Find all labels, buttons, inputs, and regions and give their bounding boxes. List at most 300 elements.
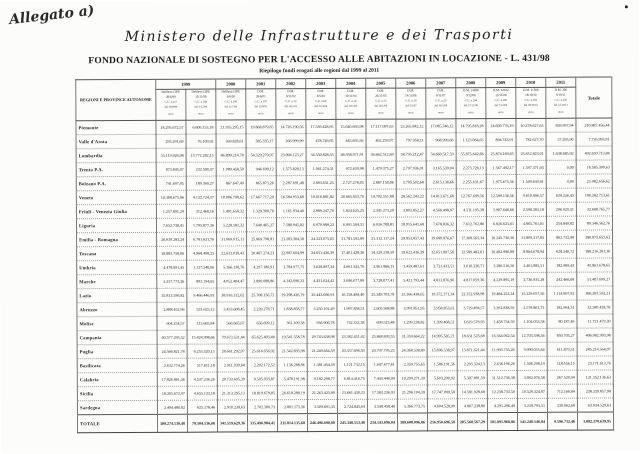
value-cell: 15.640.695,98: [336, 119, 366, 133]
unit-label: euro: [558, 109, 564, 114]
ref-line: 9/10/11: [555, 92, 566, 97]
ref-line: 13/11/09: [495, 92, 507, 97]
value-cell: 5.478.191,98: [277, 372, 307, 386]
value-cell: 3.907.646,66: [486, 202, 516, 216]
value-cell: 182.964,31: [547, 300, 577, 314]
value-cell: 2.888.452,96: [157, 302, 187, 316]
value-cell: 936.906,78: [307, 315, 337, 329]
value-cell: 2.494.486,82: [157, 400, 187, 414]
value-cell: 2.801.175,56: [277, 400, 307, 414]
value-cell: 2.239.278,71: [247, 302, 277, 316]
value-cell: 306.281.592,21: [577, 286, 613, 300]
value-cell: 2.578.861,73: [517, 300, 547, 314]
ref-line: 6/11/07: [435, 93, 446, 98]
value-cell: 10.299.271,39: [397, 371, 427, 385]
value-cell: 3.628.897,34: [307, 259, 337, 273]
value-cell: 12.589.482,61: [457, 245, 487, 259]
value-cell: 22.987.604,99: [277, 246, 307, 260]
value-cell: 2.615.136,66: [426, 175, 456, 189]
page-subtitle: Riepilogo fondi erogati alle regioni dal 1999 al 2011: [259, 67, 380, 75]
value-cell: 1.104.053,58: [517, 314, 547, 328]
table-head: [76, 77, 612, 121]
value-cell: 245.348.553,48: [337, 413, 367, 431]
value-cell: 968.999,66: [426, 133, 456, 147]
value-cell: 55.119.926,98: [156, 148, 186, 162]
value-cell: 2.911.939,68: [217, 358, 247, 372]
value-cell: 335.496.984,41: [247, 414, 277, 432]
value-cell: 4.807.238,80: [457, 399, 487, 413]
value-cell: 1.136.288,96: [277, 358, 307, 372]
value-cell: 15.696.538,97: [427, 343, 457, 357]
value-cell: 9.596.732,46: [547, 412, 577, 430]
region-cell: Lombardia: [76, 148, 156, 162]
value-cell: 3.893.852,27: [396, 203, 426, 217]
value-cell: 4.431.624,42: [307, 273, 337, 287]
year-header: 2000: [216, 79, 246, 89]
ref-line: D.M.: [377, 88, 385, 93]
value-cell: 13.772.282,15: [186, 148, 216, 162]
value-cell: 7.612.762,86: [456, 217, 486, 231]
year-header: 2001: [246, 79, 276, 89]
value-cell: 210.887.456,44: [576, 118, 612, 132]
ref-line: G.U. n.284: [194, 100, 208, 104]
value-cell: 246.496.690,08: [307, 413, 337, 431]
value-cell: 3.721.433,51: [427, 259, 457, 273]
ref-line: G.U. n.285: [494, 98, 508, 102]
value-cell: 3.728.077,41: [367, 273, 397, 287]
value-cell: 1.399.468,51: [427, 315, 457, 329]
value-cell: 28.562.343,22: [396, 189, 426, 203]
value-cell: 0,00: [546, 174, 576, 188]
column-ref-header: [336, 88, 366, 119]
value-cell: 216.950.696,58: [427, 413, 457, 431]
value-cell: 312.460,16: [186, 204, 216, 218]
value-cell: 6.826.625,61: [486, 216, 516, 230]
ref-line: D.M.: [257, 89, 265, 94]
value-cell: 369.828,61: [216, 134, 246, 148]
value-cell: 517.611,18: [187, 358, 217, 372]
value-cell: 1.586.191,56: [427, 357, 457, 371]
value-cell: 972.639,98: [336, 161, 366, 175]
value-cell: 14.813.671,68: [426, 189, 456, 203]
value-cell: 6.970.989,23: [306, 217, 336, 231]
value-cell: 4.968.498,25: [187, 246, 217, 260]
value-cell: 17.667.717,29: [246, 190, 276, 204]
value-cell: 4.566.498,97: [426, 203, 456, 217]
value-cell: 38.916.312,62: [217, 288, 247, 302]
value-cell: 25.708.156,72: [247, 288, 277, 302]
header-row-refs: [76, 87, 612, 121]
ref-line: 18/10/10: [525, 92, 537, 97]
value-cell: 26.618.280,19: [277, 386, 307, 400]
value-cell: 14.702.551,88: [366, 189, 396, 203]
value-cell: 19.689.876,67: [427, 231, 457, 245]
value-cell: 3.892.076,58: [517, 370, 547, 384]
value-cell: 656.699,12: [247, 316, 277, 330]
value-cell: 23.661.430,23: [337, 385, 367, 399]
ref-line: 10/11/04: [345, 93, 357, 98]
value-cell: 189.360,27: [186, 176, 216, 190]
value-cell: 797.958,11: [396, 133, 426, 147]
value-cell: 17.747.099,58: [427, 385, 457, 399]
column-ref-header: [246, 89, 276, 120]
value-cell: 234.143.696,04: [367, 413, 397, 431]
value-cell: 1.838.858,77: [277, 302, 307, 316]
unit-label: euro: [528, 109, 534, 114]
value-cell: 24.651.436,39: [307, 245, 337, 259]
value-cell: 6.606.153,18: [186, 120, 216, 134]
value-cell: 35.813.596,82: [157, 288, 187, 302]
ref-line: D.M.: [317, 88, 325, 94]
ministry-title: Ministero delle Infrastrutture e dei Trasporti: [124, 26, 514, 46]
value-cell: 293.291,69: [156, 134, 186, 148]
region-cell: Friuli - Venezia Giulia: [76, 204, 156, 218]
column-ref-header: [396, 88, 426, 119]
value-cell: 25.614.656,92: [247, 344, 277, 358]
value-cell: 211.814.135,68: [277, 414, 307, 432]
value-cell: 3.433.608,45: [217, 302, 247, 316]
year-header: 1999: [156, 79, 216, 89]
page-title: FONDO NAZIONALE DI SOSTEGNO PER L'ACCESSO ALLE ABITAZIONI IN LOCAZIONE - L. 431/98: [88, 53, 550, 67]
value-cell: 462.259,97: [366, 133, 396, 147]
value-cell: 1.975.675,36: [486, 174, 516, 188]
value-cell: 7.580.945,82: [276, 218, 306, 232]
value-cell: 341.519.629,36: [217, 414, 247, 432]
value-cell: 141.248.546,84: [517, 412, 547, 430]
value-cell: 280.873.657,62: [577, 230, 613, 244]
value-cell: 12.703.598,56: [517, 328, 547, 342]
value-cell: 867.647,49: [216, 176, 246, 190]
value-cell: 242.466,68: [547, 272, 577, 286]
value-cell: 2.887.150,06: [366, 175, 396, 189]
value-cell: 4.132.724,37: [186, 190, 216, 204]
year-header: 2011: [546, 77, 576, 87]
value-cell: 19.622.416,39: [397, 245, 427, 259]
value-cell: 2.293.324,13: [457, 357, 487, 371]
value-cell: 29.853.857,43: [397, 231, 427, 245]
value-cell: 478.749,95: [306, 133, 336, 147]
value-cell: 55.875.642,66: [456, 147, 486, 161]
region-cell: Lazio: [77, 288, 157, 302]
value-cell: 21.283.304,50: [277, 232, 307, 246]
value-cell: 23.382.451,42: [337, 329, 367, 343]
value-cell: 732.332,38: [337, 315, 367, 329]
ref-line: D.M.: [347, 88, 355, 93]
value-cell: 196.282.713,61: [576, 188, 612, 202]
ref-line: Delibera CIPE: [191, 89, 211, 94]
value-cell: 8.864.678,94: [517, 244, 547, 258]
ref-line: del 28/1/06: [374, 104, 388, 108]
value-cell: 3.391.838,59: [487, 300, 517, 314]
ref-line: D.M. 306: [554, 87, 567, 92]
value-cell: 4.655.133,18: [187, 386, 217, 400]
region-cell: Valle d'Aosta: [76, 134, 156, 148]
unit-label: euro: [378, 110, 384, 115]
value-cell: 16.245.736,36: [487, 230, 517, 244]
value-cell: 21.263.423,99: [307, 385, 337, 399]
ref-line: G.U. n.247: [554, 98, 568, 102]
column-ref-header: [306, 88, 336, 119]
column-ref-header: [156, 89, 186, 120]
value-cell: 4.604.528,99: [427, 399, 457, 413]
value-cell: 31.781.592,89: [337, 231, 367, 245]
value-cell: 3.729.494,57: [457, 301, 487, 315]
ref-line: Delibera CIPE: [221, 89, 241, 94]
value-cell: 1.121.732,15: [337, 357, 367, 371]
region-cell: Sicilia: [77, 386, 157, 400]
value-cell: 3.082.378.639,95: [577, 412, 613, 430]
ref-line: 8/5/03: [316, 93, 325, 98]
ref-line: D.M. 14588: [463, 88, 479, 93]
value-cell: 245.214.564,07: [577, 342, 613, 356]
unit-label: euro: [288, 111, 294, 116]
total-row: [77, 412, 613, 433]
value-cell: 254.849,82: [546, 216, 576, 230]
column-ref-header: [186, 89, 216, 120]
handwritten-annotation: Allegato a): [8, 2, 96, 29]
unit-label: euro: [468, 110, 474, 115]
ref-line: D.M. 11508: [523, 87, 539, 92]
ref-line: G.U. n.29: [405, 99, 417, 103]
value-cell: 2.255.631,67: [456, 175, 486, 189]
value-cell: 9.466.446,93: [187, 288, 217, 302]
value-cell: 9.505.933,87: [247, 372, 277, 386]
value-cell: 19.541.558,78: [277, 330, 307, 344]
value-cell: 12.238.733,50: [487, 384, 517, 398]
value-cell: 15.424.998,66: [187, 330, 217, 344]
ref-line: 15/11/99: [195, 94, 207, 99]
value-cell: 604.254,57: [157, 316, 187, 330]
value-cell: 5.603.290,92: [427, 371, 457, 385]
value-cell: 5.228.181,32: [216, 218, 246, 232]
value-cell: 3.548.458,40: [367, 399, 397, 413]
region-cell: Umbria: [77, 260, 157, 274]
value-cell: 741.697,95: [156, 176, 186, 190]
region-cell: Emilia - Romagna: [77, 232, 157, 246]
value-cell: 3.459.487,61: [397, 259, 427, 273]
value-cell: 1.089.458,50: [216, 162, 246, 176]
value-cell: 31.366.438,65: [397, 287, 427, 301]
value-cell: 4.813.876,96: [427, 273, 457, 287]
value-cell: 21.312.117,24: [367, 231, 397, 245]
value-cell: 1.329.300,76: [246, 204, 276, 218]
value-cell: 14.995.585,71: [427, 329, 457, 343]
ref-line: D.M.: [437, 88, 445, 93]
unit-label: euro: [318, 110, 324, 115]
value-cell: 70.673.531,44: [217, 330, 247, 344]
region-cell: Marche: [77, 274, 157, 288]
ref-line: 9/6/00: [226, 94, 235, 99]
value-cell: 11.809.317,83: [517, 230, 547, 244]
value-cell: 76.109,92: [186, 134, 216, 148]
value-cell: 19.298.426,79: [277, 288, 307, 302]
value-cell: 32.580.428,78: [577, 300, 613, 314]
value-cell: 1.597.371,03: [516, 160, 546, 174]
value-cell: 31.069.015,11: [217, 232, 247, 246]
value-cell: 389.608.096,86: [397, 413, 427, 431]
value-cell: 16.158.484,40: [337, 287, 367, 301]
value-cell: 2.727.278,05: [336, 175, 366, 189]
value-cell: 18.883.758,06: [157, 246, 187, 260]
value-cell: 80.187,46: [547, 314, 577, 328]
value-cell: 5.366.773,75: [397, 399, 427, 413]
value-cell: 14.329.238,59: [367, 245, 397, 259]
value-cell: 1.381.454,59: [307, 357, 337, 371]
value-cell: 54.660.517,59: [426, 147, 456, 161]
value-cell: 10.308.675,96: [156, 190, 186, 204]
value-cell: 18.295.672,57: [156, 120, 186, 134]
value-cell: 18.819.679,05: [247, 386, 277, 400]
value-cell: 20.665.853,70: [336, 189, 366, 203]
region-cell: Calabria: [77, 372, 157, 386]
column-ref-header: [216, 89, 246, 120]
value-cell: 3.286.516,56: [487, 258, 517, 272]
unit-label: euro: [198, 111, 204, 116]
value-cell: 296.929,31: [546, 202, 576, 216]
value-cell: 566.665,67: [217, 316, 247, 330]
ref-line: 28/6/01: [255, 94, 266, 99]
value-cell: 628.240,72: [547, 244, 577, 258]
value-cell: 21.542.695,98: [277, 344, 307, 358]
value-cell: 51.407.699,27: [577, 272, 613, 286]
value-cell: 0,00: [546, 160, 576, 174]
value-cell: 21.249.664,59: [307, 343, 337, 357]
value-cell: 18.585.300,63: [576, 160, 612, 174]
value-cell: 894.743,91: [486, 132, 516, 146]
value-cell: 25.349.703,78: [367, 287, 397, 301]
value-cell: 7.678.836,32: [426, 217, 456, 231]
value-cell: 57.295,90: [546, 132, 576, 146]
value-cell: 23.265.842,12: [396, 119, 426, 133]
value-cell: 230.962,68: [547, 398, 577, 412]
funds-table: [75, 76, 614, 433]
value-cell: 7.640.465,37: [246, 218, 276, 232]
ref-line: G.U. n.23: [375, 99, 387, 103]
value-cell: 34.550.828,35: [306, 147, 336, 161]
region-cell: Puglia: [77, 344, 157, 358]
value-cell: 23.004.123,27: [276, 148, 306, 162]
value-cell: 4.229.895,19: [487, 272, 517, 286]
value-cell: 4.817.059,36: [457, 273, 487, 287]
value-cell: 6.781.621,76: [187, 232, 217, 246]
ref-line: 26/11/05: [375, 93, 387, 98]
value-cell: 4.865.761,61: [516, 216, 546, 230]
value-cell: 2.341.273,29: [366, 203, 396, 217]
value-cell: 5.166.138,76: [217, 260, 247, 274]
value-cell: 4.297.186,91: [247, 260, 277, 274]
value-cell: 188.216.281,16: [577, 244, 613, 258]
value-cell: 839.997,94: [546, 118, 576, 132]
value-cell: 17.826.861,26: [157, 372, 187, 386]
value-cell: 531.625,12: [187, 302, 217, 316]
year-header: 2002: [276, 79, 306, 89]
value-cell: 2.636.196,26: [487, 356, 517, 370]
value-cell: 182.989,43: [547, 258, 577, 272]
value-cell: 18.265.672,97: [157, 386, 187, 400]
region-cell: Molise: [77, 316, 157, 330]
ref-line: del 17/12/08: [463, 103, 478, 108]
value-cell: 24.323.075,65: [307, 231, 337, 245]
ref-line: G.U. n.25: [435, 98, 447, 102]
value-cell: 181.891.968,86: [487, 412, 517, 430]
ref-line: del 30/8/99: [164, 105, 178, 109]
value-cell: 3.784.977,75: [277, 260, 307, 274]
ref-line: G.U. n.187: [254, 99, 268, 103]
value-cell: 25.869.798,81: [247, 232, 277, 246]
value-cell: 492.650.713,84: [576, 146, 612, 160]
value-cell: 46.958.971,91: [336, 147, 366, 161]
value-cell: 445.695,56: [336, 133, 366, 147]
value-cell: 3.337.773,26: [157, 274, 187, 288]
value-cell: 3.795.502,68: [396, 175, 426, 189]
year-header: 2005: [366, 78, 396, 88]
value-cell: 3.991.851,95: [397, 301, 427, 315]
value-cell: 1.123.064,65: [456, 133, 486, 147]
value-cell: 2.989.247,76: [306, 203, 336, 217]
value-cell: 1.619.579,93: [457, 315, 487, 329]
value-cell: 121.352.136,63: [577, 370, 613, 384]
unit-label: euro: [168, 111, 174, 116]
value-cell: 1.509.639,91: [516, 174, 546, 188]
value-cell: 9.090.055,64: [517, 342, 547, 356]
value-cell: 17.401.428,36: [337, 245, 367, 259]
value-cell: 7.443.446,09: [367, 371, 397, 385]
column-ref-header: [456, 88, 486, 119]
value-cell: 45.861.678,65: [577, 258, 613, 272]
value-cell: 850.705,27: [547, 328, 577, 342]
value-cell: 6.814.416,75: [337, 371, 367, 385]
ref-line: del 19/1/05: [344, 104, 358, 108]
value-cell: 54.329.270,97: [246, 148, 276, 162]
scan-speck: [625, 5, 628, 8]
ref-line: del 28/10/10: [523, 103, 538, 107]
ref-line: G.U. n.10: [285, 99, 297, 103]
value-cell: 625.178,46: [187, 400, 217, 414]
year-header: 2010: [516, 77, 546, 87]
ref-line: G.U. n.160: [224, 100, 238, 104]
ref-line: del 11/7/00: [224, 105, 238, 109]
value-cell: 862.732,98: [547, 230, 577, 244]
region-cell: Toscana: [77, 246, 157, 260]
value-cell: 25.982.656,62: [576, 174, 612, 188]
region-column-header: REGIONI E PROVINCE AUTONOME: [76, 79, 156, 120]
value-cell: 2.598.383,18: [516, 202, 546, 216]
value-cell: 7.736.993,91: [576, 132, 612, 146]
year-header: 2009: [486, 77, 516, 87]
value-cell: 1.575.828,13: [276, 162, 306, 176]
value-cell: 2.605.568,88: [367, 301, 397, 315]
value-cell: 25.874.169,65: [486, 146, 516, 160]
value-cell: 29.743.638,98: [307, 329, 337, 343]
value-cell: 385.335,17: [246, 134, 276, 148]
value-cell: 6.255.520,15: [187, 344, 217, 358]
value-cell: 19.616.881,82: [306, 189, 336, 203]
table-body: [76, 118, 614, 433]
value-cell: 1.458.734,59: [487, 314, 517, 328]
region-cell: Veneto: [76, 190, 156, 204]
value-cell: 7.652.738,41: [156, 218, 186, 232]
value-cell: 22.352.938,98: [457, 287, 487, 301]
value-cell: 19.868.879,65: [246, 120, 276, 134]
value-cell: 89.346.562,76: [576, 216, 612, 230]
unit-label: euro: [438, 110, 444, 115]
value-cell: 3.509.691,35: [307, 399, 337, 413]
value-cell: 12.767.699,56: [456, 189, 486, 203]
value-cell: 17.539.428,95: [306, 119, 336, 133]
value-cell: 611.870,51: [547, 342, 577, 356]
ref-line: G.U. n.14: [345, 99, 357, 103]
ref-line: del 3/12/99: [194, 105, 208, 109]
